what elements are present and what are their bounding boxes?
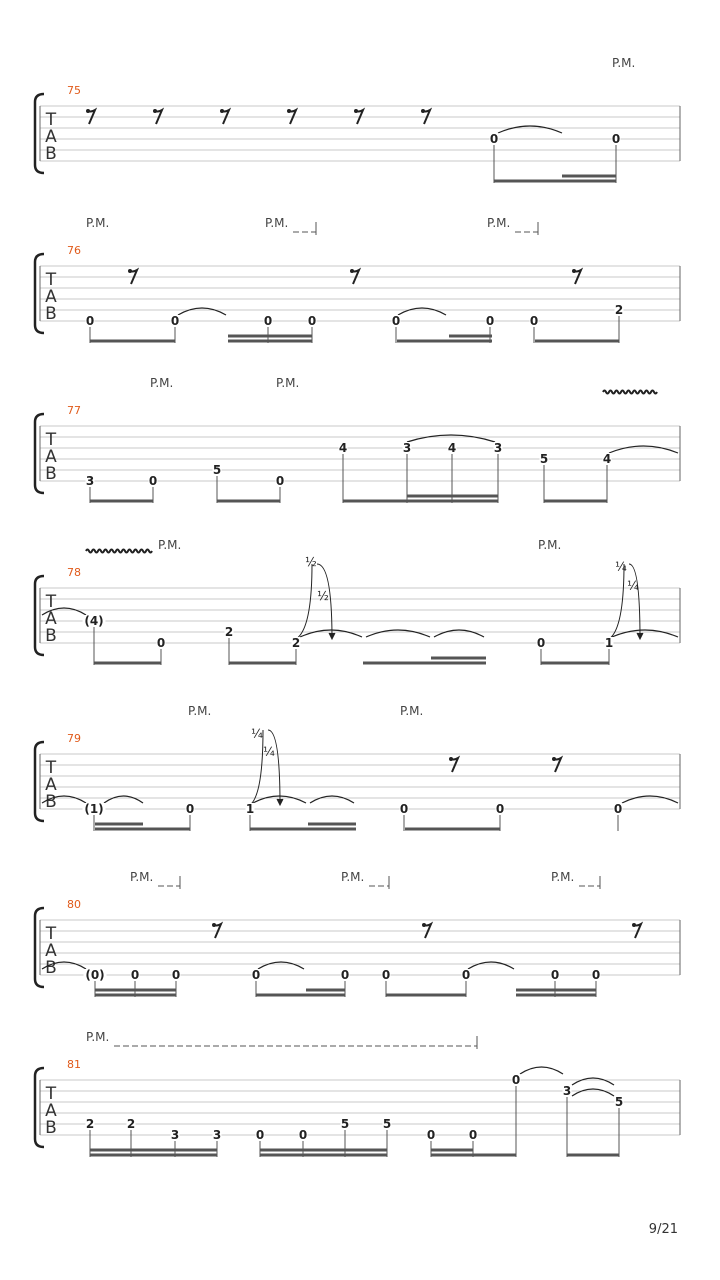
tie [468,962,514,969]
fret-number: 0 [495,802,505,816]
tab-clef-letter: B [45,792,57,812]
fret-number: 0 [85,314,95,328]
tie [520,1067,563,1074]
fret-number: 5 [539,452,549,466]
fret-number: 0 [170,314,180,328]
fret-number: 0 [130,968,140,982]
palm-mute-label: P.M. [130,870,154,884]
tab-clef-letter: T [45,1084,57,1104]
rest-dot [422,923,426,927]
fret-number: 4 [447,441,457,455]
tie [434,630,484,637]
fret-number: 2 [126,1117,136,1131]
fret-number: 0 [426,1128,436,1142]
tie [258,962,304,969]
rest-dot [128,269,132,273]
rest-dot [449,757,453,761]
palm-mute-label: P.M. [188,704,212,718]
tab-system [35,870,680,997]
fret-number: 4 [602,452,612,466]
tie [498,126,562,133]
measure-number: 76 [67,244,81,257]
bend-amount: ¼ [615,560,627,574]
measure-number: 78 [67,566,81,579]
fret-number: 0 [485,314,495,328]
tie [366,630,430,637]
tab-clef-letter: B [45,304,57,324]
fret-number: 0 [511,1073,521,1087]
tab-clef-letter: A [45,447,57,467]
fret-number: 0 [381,968,391,982]
fret-number: 0 [391,314,401,328]
palm-mute-label: P.M. [265,216,289,230]
fret-number: 0 [340,968,350,982]
fret-number: 2 [614,303,624,317]
tie [104,796,143,803]
tie [612,630,678,637]
fret-number: (4) [84,614,104,628]
tie [572,1089,614,1096]
palm-mute-label: P.M. [538,538,562,552]
tab-system [35,376,680,503]
tab-clef-letter: B [45,1118,57,1138]
bend-amount: ¼ [263,745,275,759]
fret-number: 2 [224,625,234,639]
bend-arrow [609,564,624,639]
fret-number: 0 [529,314,539,328]
fret-number: (0) [85,968,105,982]
rest-dot [86,109,90,113]
fret-number: 2 [291,636,301,650]
fret-number: (1) [84,802,104,816]
fret-number: 3 [85,474,95,488]
fret-number: 0 [611,132,621,146]
palm-mute-label: P.M. [158,538,182,552]
fret-number: 0 [275,474,285,488]
rest-dot [220,109,224,113]
tab-clef-letter: A [45,609,57,629]
fret-number: 3 [170,1128,180,1142]
tie [622,796,678,803]
palm-mute-label: P.M. [612,56,636,70]
tie [609,446,678,453]
fret-number: 0 [171,968,181,982]
tab-clef-letter: A [45,941,57,961]
rest-dot [632,923,636,927]
bend-amount: ½ [317,589,329,603]
fret-number: 0 [591,968,601,982]
bend-amount: ¼ [627,579,639,593]
tab-clef-letter: T [45,430,57,450]
fret-number: 0 [536,636,546,650]
arrow-head [637,633,643,639]
fret-number: 0 [613,802,623,816]
fret-number: 0 [298,1128,308,1142]
rest-dot [354,109,358,113]
fret-number: 2 [85,1117,95,1131]
tie [178,308,226,315]
measure-number: 75 [67,84,81,97]
tab-clef-letter: T [45,110,57,130]
rest-dot [287,109,291,113]
rest-dot [421,109,425,113]
bend-arrow [296,564,312,639]
rest-dot [153,109,157,113]
palm-mute-label: P.M. [400,704,424,718]
tab-clef-letter: B [45,626,57,646]
palm-mute-label: P.M. [150,376,174,390]
tab-system [35,216,680,343]
fret-number: 0 [489,132,499,146]
palm-mute-label: P.M. [276,376,300,390]
fret-number: 3 [562,1084,572,1098]
release-arrow [268,730,280,805]
fret-number: 0 [550,968,560,982]
palm-mute-label: P.M. [86,1030,110,1044]
tab-system [35,704,680,831]
vibrato [603,391,657,394]
tab-clef-letter: A [45,127,57,147]
fret-number: 0 [399,802,409,816]
palm-mute-label: P.M. [487,216,511,230]
measure-number: 77 [67,404,81,417]
fret-number: 3 [402,441,412,455]
palm-mute-label: P.M. [86,216,110,230]
tab-system [35,538,680,665]
palm-mute-label: P.M. [551,870,575,884]
tab-clef-letter: A [45,287,57,307]
tab-clef-letter: T [45,592,57,612]
bend-arrow [250,730,263,805]
fret-number: 5 [212,463,222,477]
tab-clef-letter: B [45,958,57,978]
fret-number: 0 [263,314,273,328]
measure-number: 81 [67,1058,81,1071]
tab-clef-letter: B [45,144,57,164]
rest-dot [552,757,556,761]
tab-system [35,1030,680,1157]
fret-number: 4 [338,441,348,455]
rest-dot [212,923,216,927]
tab-clef-letter: T [45,924,57,944]
fret-number: 0 [148,474,158,488]
arrow-head [277,799,283,805]
arrow-head [329,633,335,639]
fret-number: 0 [255,1128,265,1142]
tab-clef-letter: T [45,758,57,778]
tab-system [35,56,680,183]
tie [572,1078,614,1085]
page-number: 9/21 [648,1222,678,1237]
rest-dot [572,269,576,273]
fret-number: 5 [340,1117,350,1131]
fret-number: 3 [493,441,503,455]
fret-number: 5 [382,1117,392,1131]
release-arrow [629,564,640,639]
fret-number: 0 [307,314,317,328]
bend-amount: ¼ [251,727,263,741]
measure-number: 79 [67,732,81,745]
tab-clef-letter: T [45,270,57,290]
fret-number: 0 [461,968,471,982]
fret-number: 0 [156,636,166,650]
fret-number: 1 [245,802,255,816]
tab-clef-letter: A [45,1101,57,1121]
fret-number: 0 [185,802,195,816]
vibrato [86,550,152,553]
rest-dot [350,269,354,273]
bend-amount: ½ [305,555,317,569]
measure-number: 80 [67,898,81,911]
tab-clef-letter: A [45,775,57,795]
tie [398,308,446,315]
fret-number: 1 [604,636,614,650]
tie [310,796,354,803]
fret-number: 3 [212,1128,222,1142]
fret-number: 0 [468,1128,478,1142]
tab-clef-letter: B [45,464,57,484]
fret-number: 5 [614,1095,624,1109]
palm-mute-label: P.M. [341,870,365,884]
fret-number: 0 [251,968,261,982]
